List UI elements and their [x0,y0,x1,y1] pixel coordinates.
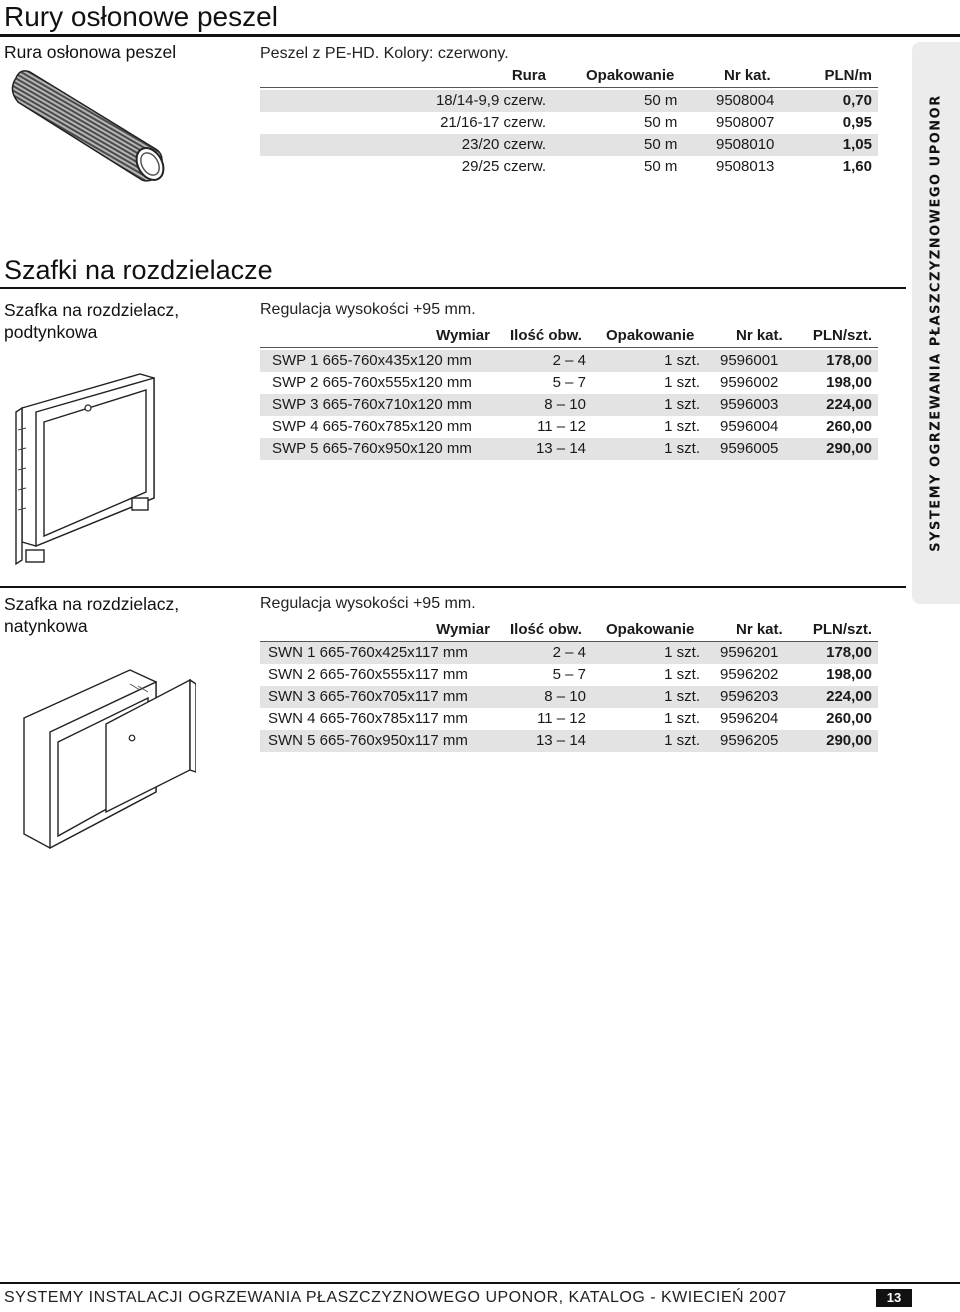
natynkowa-price-table [260,620,878,752]
peszel-price-table [260,66,878,176]
natynkowa-cabinet-illustration [20,662,196,858]
peszel-col-pln: PLN/m [824,67,872,84]
podtynkowa-cabinet-illustration [8,350,168,568]
podtynkowa-col-nr-kat: Nr kat. [736,327,783,344]
natynkowa-col-opakowanie: Opakowanie [606,621,695,638]
title-rule [0,34,960,37]
podtynkowa-col-pln: PLN/szt. [812,327,872,344]
table-row: SWP 1 665-760x435x120 mm 2 – 4 1 szt. 9596001 178,00 [260,350,878,372]
peszel-col-opakowanie: Opakowanie [586,67,675,84]
subsection-rule [0,586,906,588]
peszel-product-name: Rura osłonowa peszel [4,42,177,62]
natynkowa-col-nr-kat: Nr kat. [736,621,783,638]
natynkowa-col-wymiar: Wymiar [436,621,490,638]
natynkowa-note: Regulacja wysokości +95 mm. [260,595,476,612]
natynkowa-product-name-line1: Szafka na rozdzielacz, [4,594,180,614]
table-row: SWP 2 665-760x555x120 mm 5 – 7 1 szt. 9596002 198,00 [272,374,872,391]
podtynkowa-col-ilosc: Ilość obw. [510,327,582,344]
table-row: 29/25 czerw. 50 m 9508013 1,60 [461,158,872,175]
podtynkowa-col-opakowanie: Opakowanie [606,327,695,344]
table-row: SWN 1 665-760x425x117 mm 2 – 4 1 szt. 9596201 178,00 [260,642,878,664]
section-rule [0,287,906,289]
podtynkowa-header-rule [260,347,878,348]
table-row: SWN 2 665-760x555x117 mm 5 – 7 1 szt. 9596202 198,00 [268,666,872,683]
podtynkowa-product-name-line2: podtynkowa [4,322,98,342]
podtynkowa-product-name-line1: Szafka na rozdzielacz, [4,300,180,320]
natynkowa-col-ilosc: Ilość obw. [510,621,582,638]
table-row: SWN 5 665-760x950x117 mm 13 – 14 1 szt. 9596205 290,00 [260,730,878,752]
table-row: 21/16-17 czerw. 50 m 9508007 0,95 [440,114,872,131]
podtynkowa-note: Regulacja wysokości +95 mm. [260,301,476,318]
peszel-col-nr-kat: Nr kat. [724,67,771,84]
peszel-pipe-illustration [4,68,172,186]
page-number: 13 [876,1289,912,1307]
natynkowa-product-name-line2: natynkowa [4,616,88,636]
peszel-description: Peszel z PE-HD. Kolory: czerwony. [260,45,509,62]
peszel-col-rura: Rura [511,67,546,84]
page-title: Rury osłonowe peszel [4,1,278,32]
footer-text: SYSTEMY INSTALACJI OGRZEWANIA PŁASZCZYZNOWEGO UPONOR, KATALOG - KWIECIEŃ 2007 [4,1289,787,1306]
footer-rule [0,1282,960,1284]
podtynkowa-price-table [260,326,878,458]
natynkowa-col-pln: PLN/szt. [812,621,872,638]
table-row: 18/14-9,9 czerw. 50 m 9508004 0,70 [260,90,878,112]
table-row: SWN 3 665-760x705x117 mm 8 – 10 1 szt. 9596203 224,00 [260,686,878,708]
table-row: SWN 4 665-760x785x117 mm 11 – 12 1 szt. 9596204 260,00 [268,710,872,727]
section-title-szafki: Szafki na rozdzielacze [4,255,273,285]
peszel-header-rule [260,87,878,88]
sidebar-tab [912,42,960,604]
sidebar-label: SYSTEMY OGRZEWANIA PŁASZCZYZNOWEGO UPONOR [928,94,944,552]
podtynkowa-col-wymiar: Wymiar [436,327,490,344]
table-row: SWP 3 665-760x710x120 mm 8 – 10 1 szt. 9596003 224,00 [260,394,878,416]
table-row: SWP 4 665-760x785x120 mm 11 – 12 1 szt. 9596004 260,00 [272,418,872,435]
table-row: 23/20 czerw. 50 m 9508010 1,05 [260,134,878,156]
table-row: SWP 5 665-760x950x120 mm 13 – 14 1 szt. 9596005 290,00 [260,438,878,460]
